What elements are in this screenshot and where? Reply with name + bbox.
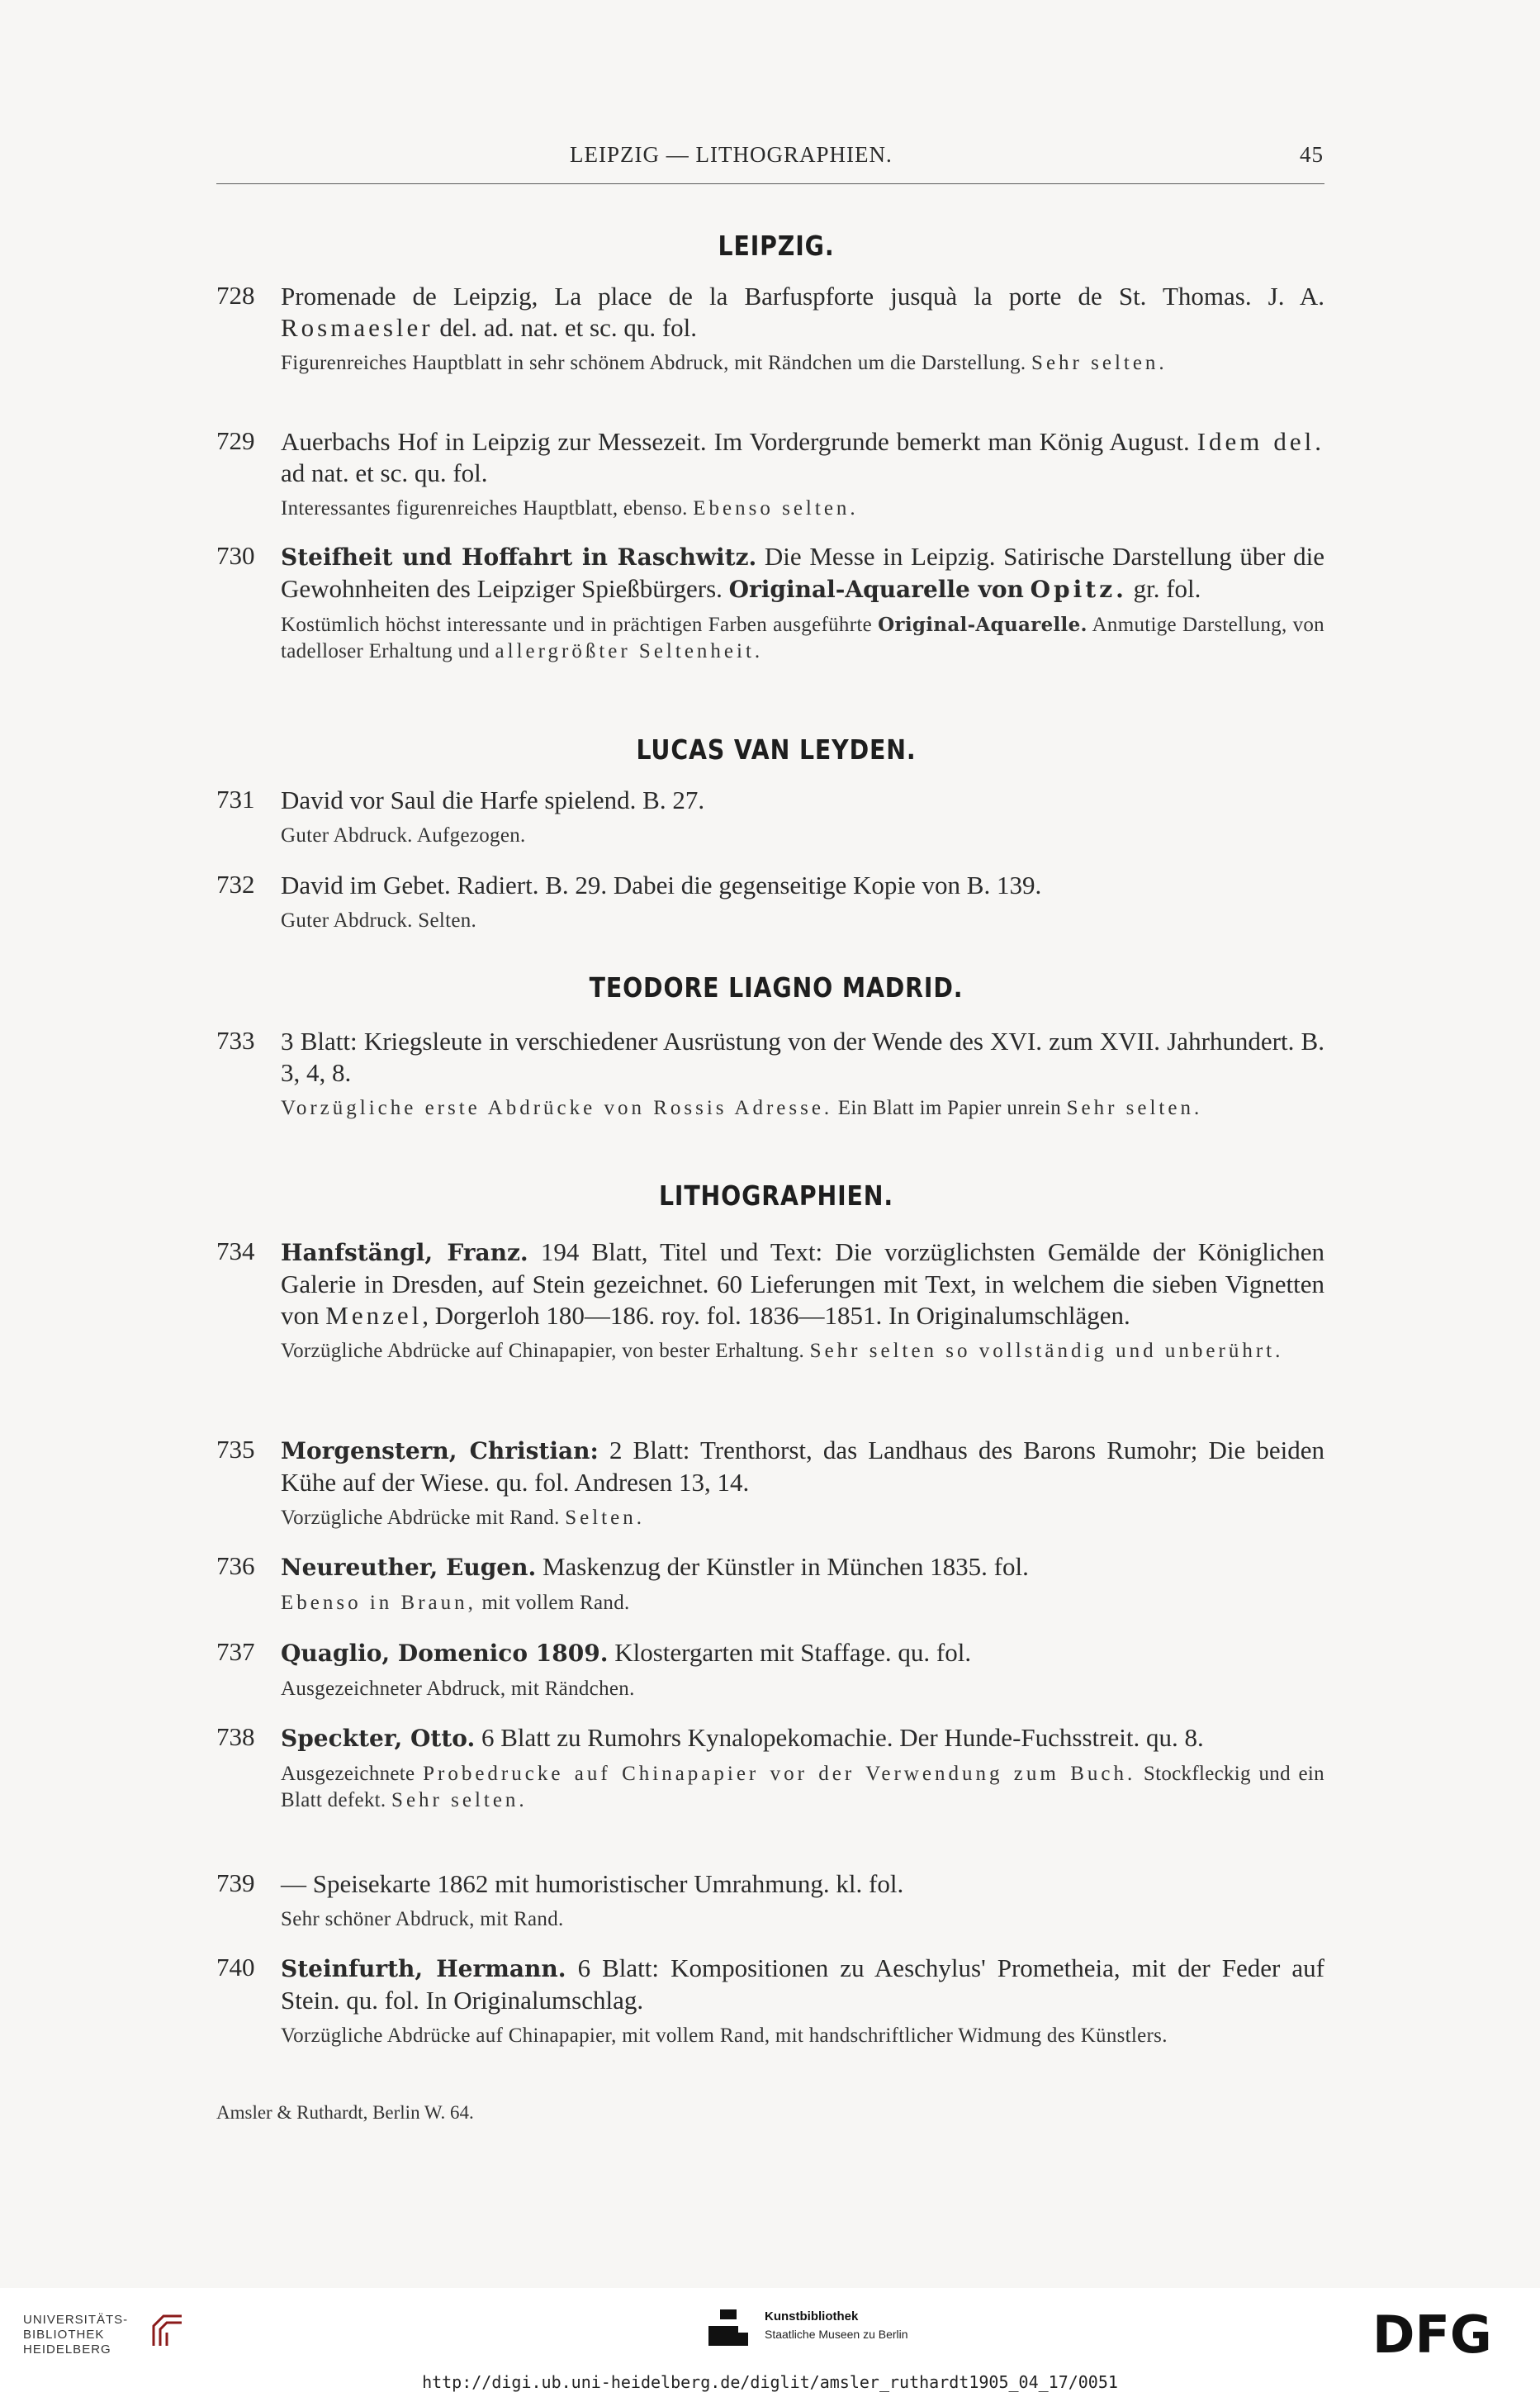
uni-line-1: UNIVERSITÄTS-: [23, 2313, 129, 2327]
artist-name: Opitz.: [1030, 576, 1127, 603]
catalog-entry-729: [216, 426, 1324, 522]
entry-title: Neureuther, Eugen.: [281, 1554, 537, 1581]
university-library-logo[interactable]: [23, 2313, 128, 2357]
idem-note: Idem del.: [1196, 427, 1324, 456]
entry-note: Figurenreiches Hauptblatt in sehr schönem Abdruck, mit Rändchen um die Darstellung. Sehr selten.: [281, 352, 1168, 374]
entry-text: Steinfurth, Hermann. 6 Blatt: Kompositionen zu Aeschylus' Prometheia, mit der Feder auf Stein. qu. fol. In Originalumschlag.: [281, 1953, 1324, 2015]
entry-number: 738: [216, 1722, 255, 1751]
section-heading-litho: LITHOGRAPHIEN.: [658, 1180, 894, 1212]
entry-title: Morgenstern, Christian:: [281, 1437, 599, 1464]
catalog-entry-728: [216, 281, 1324, 377]
section-heading-leipzig: LEIPZIG.: [718, 230, 835, 262]
entry-note: Kostümlich höchst interessante und in prächtigen Farben ausgeführte Original-Aquarelle. Anmutige Darstellung, von tadelloser Erhaltung und allergrößter Seltenheit.: [281, 614, 1324, 662]
publisher-imprint: Amsler & Ruthardt, Berlin W. 64.: [216, 2102, 474, 2123]
header-rule: [216, 183, 1324, 184]
kunstbibliothek-subtitle: Staatliche Museen zu Berlin: [765, 2328, 908, 2341]
catalog-entry-737: [216, 1637, 1324, 1702]
entry-text: Promenade de Leipzig, La place de la Barfuspforte jusquà la porte de St. Thomas. J. A. Rosmaesler del. ad. nat. et sc. qu. fol.: [281, 282, 1324, 342]
page-number: 45: [1300, 142, 1324, 167]
catalog-entry-733: [216, 1026, 1324, 1122]
entry-text: 3 Blatt: Kriegsleute in verschiedener Ausrüstung von der Wende des XVI. zum XVII. Jahrhundert. B. 3, 4, 8.: [281, 1027, 1324, 1087]
entry-note: Vorzügliche erste Abdrücke von Rossis Adresse. Ein Blatt im Papier unrein Sehr selten.: [281, 1097, 1203, 1119]
entry-note: Vorzügliche Abdrücke auf Chinapapier, mit vollem Rand, mit handschriftlicher Widmung des Künstlers.: [281, 2024, 1168, 2047]
catalog-entry-736: [216, 1551, 1324, 1616]
catalog-entry-738: [216, 1722, 1324, 1814]
rarity-note: allergrößter Seltenheit.: [495, 640, 764, 662]
rarity-note: Sehr selten.: [1031, 352, 1168, 374]
entry-number: 736: [216, 1551, 255, 1580]
catalog-entry-739: [216, 1868, 1324, 1933]
entry-number: 734: [216, 1236, 255, 1265]
entry-text: Quaglio, Domenico 1809. Klostergarten mit Staffage. qu. fol.: [281, 1638, 972, 1667]
dfg-logo-text: DFG: [1372, 2309, 1492, 2359]
section-heading-lucas: LUCAS VAN LEYDEN.: [636, 733, 917, 766]
kunstbibliothek-name: Kunstbibliothek: [765, 2309, 859, 2323]
entry-text: — Speisekarte 1862 mit humoristischer Umrahmung. kl. fol.: [281, 1869, 904, 1898]
entry-title: Quaglio, Domenico 1809.: [281, 1640, 609, 1667]
dfg-logo[interactable]: [1372, 2309, 1521, 2359]
entry-text: David im Gebet. Radiert. B. 29. Dabei die gegenseitige Kopie von B. 139.: [281, 871, 1042, 899]
kunstbibliothek-logo-icon: [705, 2308, 751, 2349]
entry-number: 731: [216, 785, 255, 814]
entry-text: Steifheit und Hoffahrt in Raschwitz. Die Messe in Leipzig. Satirische Darstellung über die Gewohnheiten des Leipziger Spießbürgers. Original-Aquarelle von Opitz. gr. fol.: [281, 542, 1325, 603]
entry-note: Interessantes figurenreiches Hauptblatt, ebenso. Ebenso selten.: [281, 497, 859, 520]
rarity-note: Sehr selten.: [1066, 1097, 1203, 1119]
entry-number: 737: [216, 1637, 255, 1666]
entry-number: 733: [216, 1026, 255, 1055]
entry-note: Ausgezeichnete Probedrucke auf Chinapapier vor der Verwendung zum Buch. Stockfleckig und ein Blatt defekt. Sehr selten.: [281, 1763, 1324, 1811]
entry-number: 730: [216, 541, 255, 570]
rarity-note: Ebenso selten.: [693, 497, 859, 520]
entry-note: Vorzügliche Abdrücke auf Chinapapier, von bester Erhaltung. Sehr selten so vollständig und unberührt.: [281, 1340, 1284, 1362]
entry-number: 732: [216, 870, 255, 899]
entry-title: Steifheit und Hoffahrt in Raschwitz.: [281, 543, 757, 571]
entry-text: Speckter, Otto. 6 Blatt zu Rumohrs Kynalopekomachie. Der Hunde-Fuchsstreit. qu. 8.: [281, 1723, 1204, 1752]
entry-note: Ebenso in Braun, mit vollem Rand.: [281, 1592, 630, 1614]
entry-number: 735: [216, 1435, 255, 1464]
entry-note: Sehr schöner Abdruck, mit Rand.: [281, 1908, 564, 1930]
heidelberg-emblem-icon: [147, 2309, 188, 2351]
rarity-note: Sehr selten.: [391, 1789, 528, 1811]
entry-note: Vorzügliche Abdrücke mit Rand. Selten.: [281, 1507, 645, 1529]
entry-note: Guter Abdruck. Aufgezogen.: [281, 824, 526, 847]
entry-note: Guter Abdruck. Selten.: [281, 909, 477, 932]
entry-number: 740: [216, 1953, 255, 1982]
artist-name: Menzel: [325, 1301, 423, 1330]
running-head: [215, 142, 1324, 175]
rarity-note: Sehr selten so vollständig und unberührt.: [809, 1340, 1284, 1362]
entry-text: Morgenstern, Christian: 2 Blatt: Trenthorst, das Landhaus des Barons Rumohr; Die beiden Kühe auf der Wiese. qu. fol. Andresen 13, 14.: [281, 1436, 1324, 1497]
catalog-entry-732: [216, 870, 1324, 934]
running-title: LEIPZIG — LITHOGRAPHIEN.: [570, 142, 893, 167]
permalink-url[interactable]: http://digi.ub.uni-heidelberg.de/diglit/amsler_ruthardt1905_04_17/0051: [422, 2372, 1118, 2392]
entry-number: 729: [216, 426, 255, 455]
entry-number: 728: [216, 281, 255, 310]
entry-text: Neureuther, Eugen. Maskenzug der Künstler in München 1835. fol.: [281, 1552, 1029, 1581]
entry-text: David vor Saul die Harfe spielend. B. 27.: [281, 786, 705, 814]
uni-line-2: BIBLIOTHEK: [23, 2328, 105, 2342]
artist-name: Rosmaesler: [281, 313, 434, 342]
entry-title: Speckter, Otto.: [281, 1725, 476, 1752]
catalog-entry-735: [216, 1435, 1324, 1531]
rarity-note: Selten.: [565, 1507, 645, 1529]
entry-text: Auerbachs Hof in Leipzig zur Messezeit. Im Vordergrunde bemerkt man König August. Idem del. ad nat. et sc. qu. fol.: [281, 427, 1324, 487]
entry-number: 739: [216, 1868, 255, 1897]
catalog-entry-730: [216, 541, 1324, 665]
entry-note: Ausgezeichneter Abdruck, mit Rändchen.: [281, 1678, 635, 1700]
entry-title: Hanfstängl, Franz.: [281, 1239, 528, 1266]
uni-line-3: HEIDELBERG: [23, 2342, 111, 2357]
catalog-entry-740: [216, 1953, 1324, 2049]
section-heading-liagno: TEODORE LIAGNO MADRID.: [589, 971, 964, 1004]
entry-text: Hanfstängl, Franz. 194 Blatt, Titel und Text: Die vorzüglichsten Gemälde der Königlichen Galerie in Dresden, auf Stein gezeichnet. 60 Lieferungen mit Text, in welchem die sieben Vignetten von Menzel, Dorgerloh 180—186. roy. fol. 1836—1851. In Originalumschlägen.: [281, 1237, 1324, 1330]
catalog-entry-734: [216, 1236, 1324, 1365]
entry-title: Steinfurth, Hermann.: [281, 1955, 566, 1982]
catalog-entry-731: [216, 785, 1324, 849]
